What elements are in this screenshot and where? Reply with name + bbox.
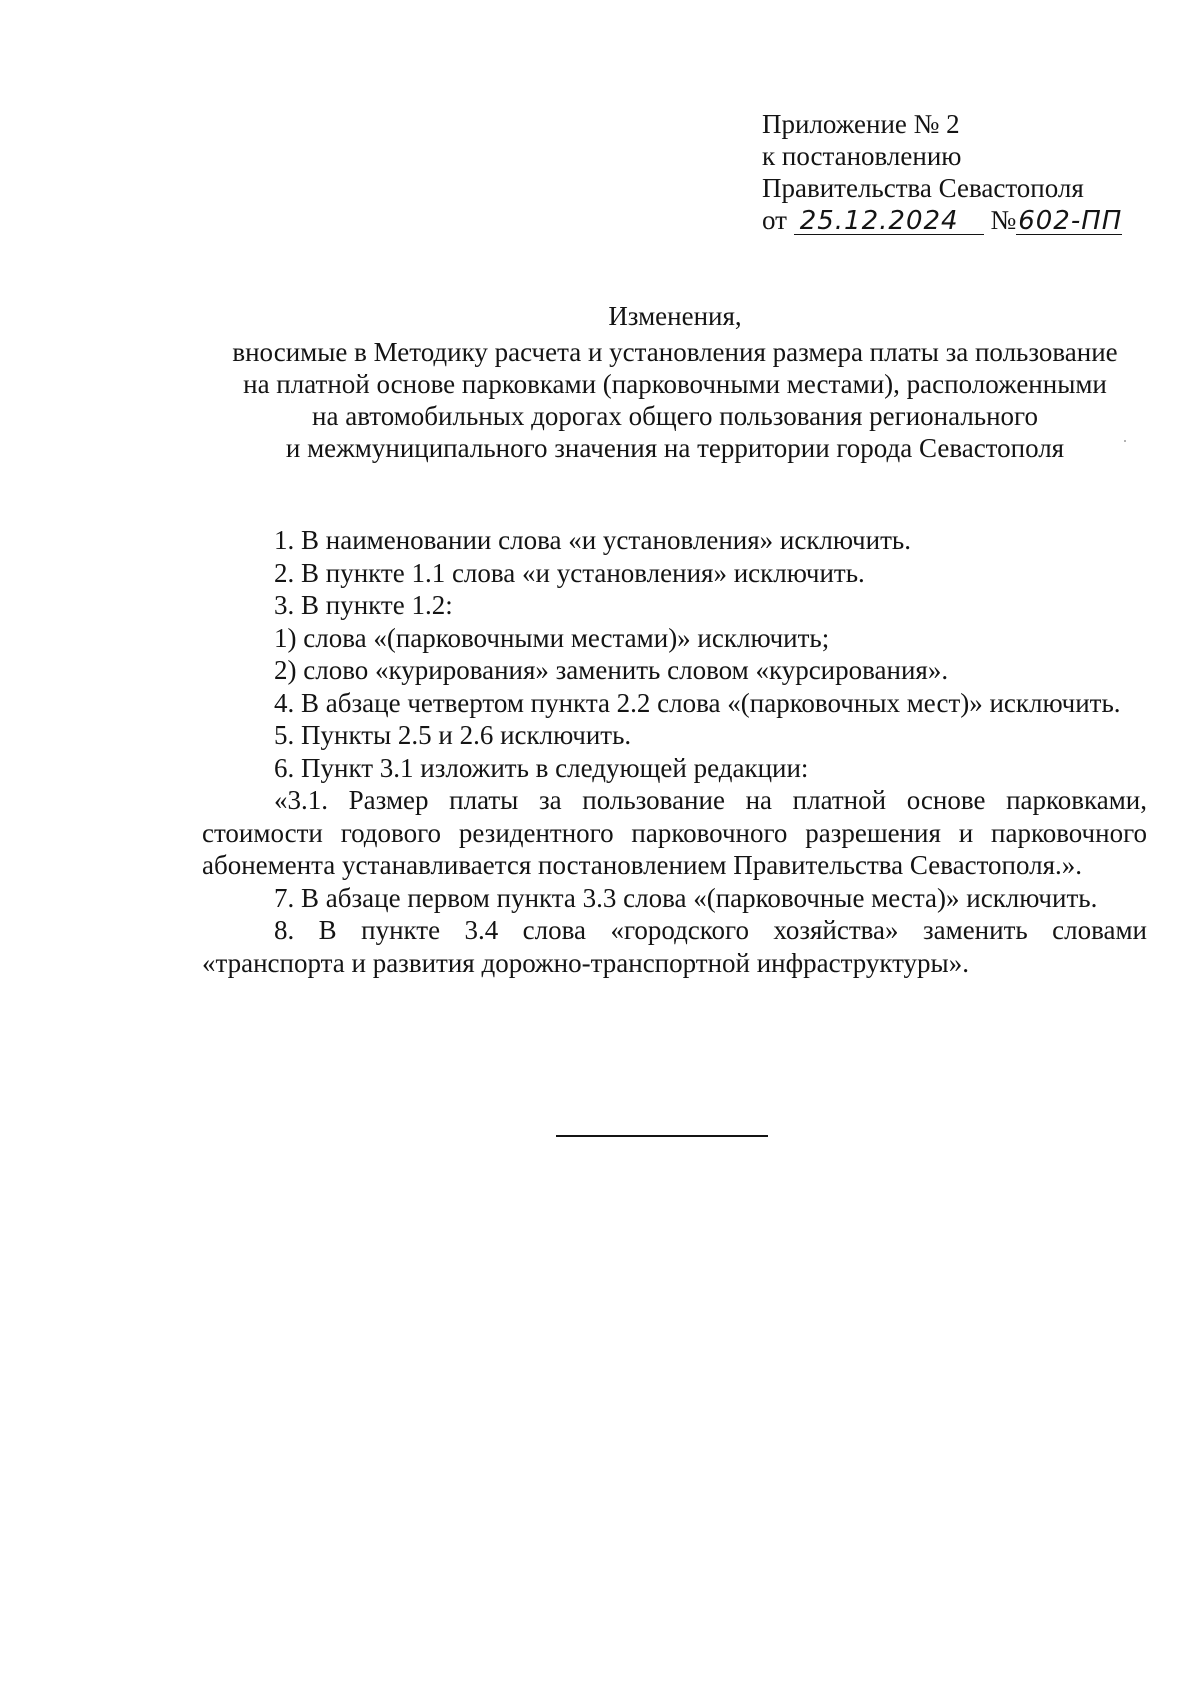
scan-speck bbox=[1124, 440, 1126, 442]
appendix-line-1: Приложение № 2 bbox=[762, 109, 960, 139]
list-item: 1. В наименовании слова «и установления» исключить. bbox=[274, 525, 911, 555]
handwritten-number: 602-ПП bbox=[1018, 206, 1123, 236]
title-line: и межмуниципального значения на территории города Севастополя bbox=[285, 433, 1065, 463]
title-line: на платной основе парковками (парковочными местами), расположенными bbox=[243, 369, 1107, 399]
list-item: 3. В пункте 1.2: bbox=[274, 590, 453, 620]
list-item: 4. В абзаце четвертом пункта 2.2 слова «(парковочных мест)» исключить. bbox=[274, 687, 1121, 718]
appendix-line-2: к постановлению bbox=[762, 141, 962, 171]
list-item: 2. В пункте 1.1 слова «и установления» исключить. bbox=[274, 557, 865, 588]
number-prefix: № bbox=[990, 205, 1017, 235]
appendix-block bbox=[762, 108, 1122, 236]
document-body bbox=[202, 524, 1147, 979]
list-item: 7. В абзаце первом пункта 3.3 слова «(парковочные места)» исключить. bbox=[274, 882, 1098, 913]
date-prefix: от bbox=[762, 205, 787, 235]
document-title bbox=[195, 300, 1155, 464]
list-item: 1) слова «(парковочными местами)» исключить; bbox=[274, 622, 830, 653]
list-item: «3.1. Размер платы за пользование на платной основе парковками, стоимости годового резидентного парковочного разрешения и парковочного абонемента устанавливается постановлением Правительства Севастополя.». bbox=[202, 785, 1147, 880]
appendix-line-3: Правительства Севастополя bbox=[762, 173, 1084, 203]
list-item: 8. В пункте 3.4 слова «городского хозяйства» заменить словами «транспорта и развития дорожно-транспортной инфраструктуры». bbox=[202, 915, 1147, 978]
title-heading: Изменения, bbox=[608, 301, 742, 331]
appendix-date-number-line bbox=[762, 204, 1122, 236]
list-item: 6. Пункт 3.1 изложить в следующей редакции: bbox=[274, 752, 809, 783]
handwritten-date: 25.12.2024 bbox=[794, 208, 984, 235]
list-item: 5. Пункты 2.5 и 2.6 исключить. bbox=[274, 720, 632, 750]
title-line: на автомобильных дорогах общего пользования регионального bbox=[312, 401, 1038, 431]
list-item: 2) слово «курирования» заменить словом «курсирования». bbox=[274, 655, 949, 685]
title-line: вносимые в Методику расчета и установления размера платы за пользование bbox=[232, 337, 1118, 367]
end-of-document-line bbox=[556, 1135, 768, 1137]
